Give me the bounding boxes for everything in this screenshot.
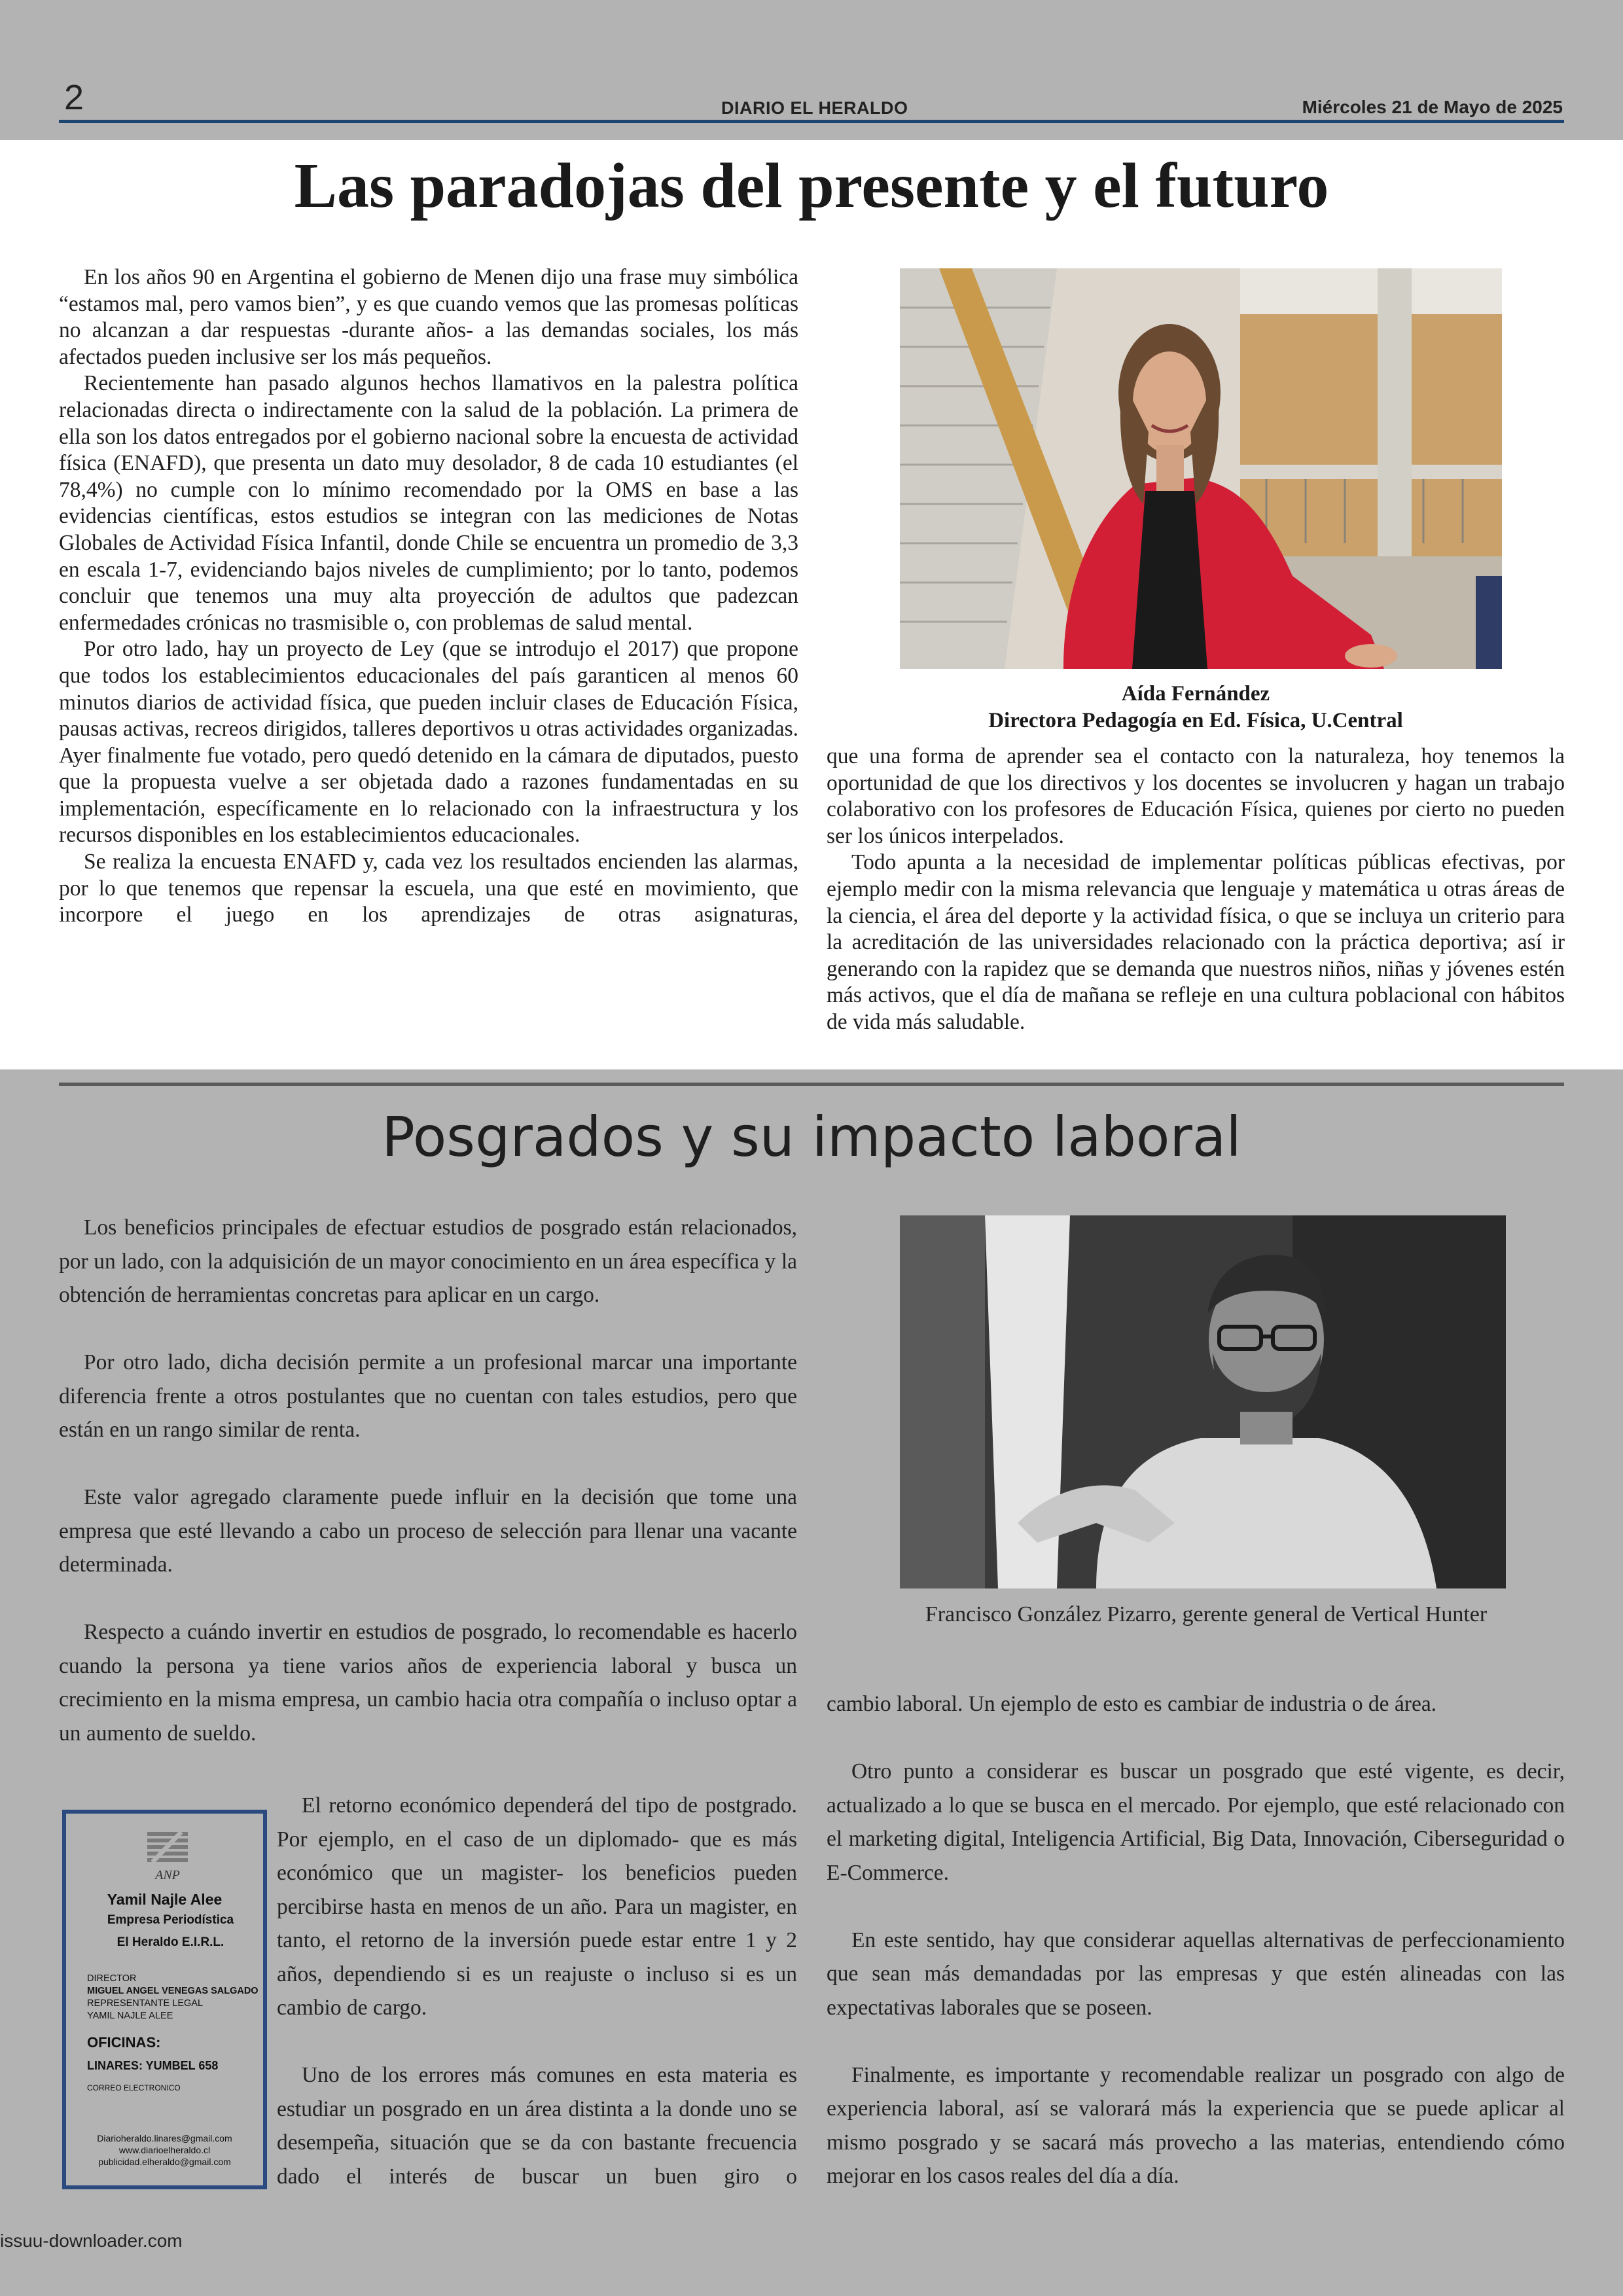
director-label: DIRECTOR xyxy=(87,1973,137,1984)
director-name: MIGUEL ANGEL VENEGAS SALGADO xyxy=(87,1986,259,1996)
article-paragraph: cambio laboral. Un ejemplo de esto es cambiar de industria o de área. xyxy=(827,1692,1437,1716)
masthead-owner: Yamil Najle Alee xyxy=(107,1891,223,1908)
issue-date: Miércoles 21 de Mayo de 2025 xyxy=(1302,97,1563,117)
article-paragraph: Se realiza la encuesta ENAFD y, cada vez los resultados encienden las alarmas, por lo que tenemos que repensar la escuela, una que esté en movimiento, que incorpore el juego en los aprendizajes de otras asignaturas, xyxy=(59,850,798,927)
article-1-right-column xyxy=(827,744,1565,1036)
caption-name: Aída Fernández xyxy=(1121,682,1270,706)
legal-rep-label: REPRESENTANTE LEGAL xyxy=(87,1998,204,2009)
photo-caption-1 xyxy=(827,681,1565,734)
article-2-left-column xyxy=(59,1211,797,1784)
watermark: issuu-downloader.com xyxy=(0,2231,183,2251)
article-paragraph: Uno de los errores más comunes en esta materia es estudiar un posgrado en un área distinta a la donde uno se desempeña, situación que se da con bastante frecuencia dado el interés de buscar un buen giro o xyxy=(277,2063,797,2189)
article-paragraph: Recientemente han pasado algunos hechos llamativos en la palestra política relacionadas directa o indirectamente con la salud de la población. La primera de ella son los datos entregados por el gobierno nacional sobre la encuesta de actividad física (ENAFD), que presenta un dato muy desolador, 8 de cada 10 estudiantes (el 78,4%) no cumple con lo mínimo recomendado por la OMS en base a las evidencias científicas, estos estudios se integran con las mediciones de Notas Globales de Actividad Física Infantil, donde Chile se encuentra un promedio de 3,3 en escala 1-7, evidenciando bajos niveles de cumplimiento; por lo tanto, podemos concluir que tenemos una muy alta proyección de adultos que padezcan enfermedades crónicas no trasmisible o, con problemas de salud mental. xyxy=(59,371,798,635)
article-paragraph: Otro punto a considerar es buscar un posgrado que esté vigente, es decir, actualizado a lo que se busca en el mercado. Por ejemplo, que esté relacionado con el marketing digital, Inteligencia Artificial, Big Data, Innovación, Ciberseguridad o E-Commerce. xyxy=(827,1759,1565,1885)
article-1-left-column xyxy=(59,264,798,929)
article-2-headline: Posgrados y su impacto laboral xyxy=(382,1105,1241,1169)
photo-caption-2: Francisco González Pizarro, gerente general de Vertical Hunter xyxy=(925,1602,1488,1626)
article-paragraph: Todo apunta a la necesidad de implementar políticas públicas efectivas, por ejemplo medir con la misma relevancia que lenguaje y matemática u otras áreas de la ciencia, el área del deporte y la actividad física, o que se incluya un criterio para la acreditación de las universidades relacionado con la práctica deportiva; así ir generando con la rapidez que se demanda que nuestros niños, niñas y jóvenes estén más activos, que el día de mañana se refleje en una cultura poblacional con hábitos de vida más saludable. xyxy=(827,850,1565,1034)
email-label: CORREO ELECTRONICO xyxy=(87,2083,181,2092)
header-rule xyxy=(59,120,1564,123)
article-paragraph: que una forma de aprender sea el contacto con la naturaleza, hoy tenemos la oportunidad de que los directivos y los docentes se involucren y hagan un trabajo colaborativo con los profesores de Educación Física, quienes por cierto no pueden ser los únicos interpelados. xyxy=(827,744,1565,848)
article-paragraph: Respecto a cuándo invertir en estudios de posgrado, lo recomendable es hacerlo cuando la persona ya tiene varios años de experiencia laboral y busca un crecimiento en la misma empresa, un cambio hacia otra compañía o incluso optar a un aumento de sueldo. xyxy=(59,1620,797,1746)
section-divider xyxy=(59,1083,1564,1086)
article-1-headline: Las paradojas del presente y el futuro xyxy=(294,151,1329,221)
page-number: 2 xyxy=(64,78,84,117)
article-2-right-column xyxy=(827,1687,1565,2227)
article-paragraph: Por otro lado, hay un proyecto de Ley (que se introdujo el 2017) que propone que todos los establecimientos educacionales del país garanticen al menos 60 minutos diarios de actividad física, que pueden incluir clases de Educación Física, pausas activas, recreos dirigidos, talleres deportivos u otras actividades organizadas. Ayer finalmente fue votado, pero quedó detenido en la cámara de diputados, puesto que la propuesta vuelve a ser objetada dado a razones fundamentadas en su implementación, específicamente en lo relacionado con la infraestructura y los recursos disponibles en los establecimientos educacionales. xyxy=(59,637,798,848)
masthead-company-line1: Empresa Periodística xyxy=(107,1913,234,1927)
caption-title: Directora Pedagogía en Ed. Física, U.Central xyxy=(988,709,1403,732)
newspaper-name: DIARIO EL HERALDO xyxy=(721,98,908,118)
offices-address: LINARES: YUMBEL 658 xyxy=(87,2059,219,2072)
masthead-website[interactable]: www.diarioelheraldo.cl xyxy=(118,2145,211,2155)
offices-label: OFICINAS: xyxy=(87,2034,161,2051)
portrait-photo-francisco-gonzalez xyxy=(900,1215,1506,1588)
article-paragraph: En los años 90 en Argentina el gobierno de Menen dijo una frase muy simbólica “estamos mal, pero vamos bien”, y es que cuando vemos que las promesas políticas no alcanzan a dar respuestas -durante años- a las demandas sociales, los más afectados pueden inclusive ser los más pequeños. xyxy=(59,265,798,369)
article-2-middle-column xyxy=(277,1789,797,2227)
masthead-email-2[interactable]: publicidad.elheraldo@gmail.com xyxy=(98,2157,231,2167)
article-paragraph: Los beneficios principales de efectuar estudios de posgrado están relacionados, por un lado, con la adquisición de un mayor conocimiento en un área específica y la obtención de herramientas concretas para aplicar en un cargo. xyxy=(59,1215,797,1307)
article-paragraph: Por otro lado, dicha decisión permite a un profesional marcar una importante diferencia frente a otros postulantes que no cuentan con tales estudios, pero que están en un rango similar de renta. xyxy=(59,1350,797,1442)
svg-text:ANP: ANP xyxy=(155,1868,180,1882)
portrait-photo-aida-fernandez xyxy=(900,268,1502,669)
masthead-company-line2: El Heraldo E.I.R.L. xyxy=(116,1935,224,1949)
article-paragraph: Finalmente, es importante y recomendable realizar un posgrado con algo de experiencia laboral, así se valorará más la experiencia que se puede aplicar al mismo posgrado y se sacará más provecho a las materias, entendiendo cómo mejorar en los casos reales del día a día. xyxy=(827,2062,1565,2188)
masthead-email-1[interactable]: Diarioheraldo.linares@gmail.com xyxy=(97,2133,232,2144)
masthead-box xyxy=(62,1810,267,2189)
article-paragraph: En este sentido, hay que considerar aquellas alternativas de perfeccionamiento que sean más demandadas por las empresas y que estén alineadas con las expectativas laborales que se poseen. xyxy=(827,1928,1565,2020)
anp-logo-icon xyxy=(138,1828,197,1884)
article-paragraph: El retorno económico dependerá del tipo de postgrado. Por ejemplo, en el caso de un diplomado- que es más económico que un magister- los beneficios pueden percibirse hasta en menos de un año. Para un magister, en tanto, el retorno de la inversión puede estar entre 1 y 2 años, dependiendo si es un reajuste o incluso si es un cambio de cargo. xyxy=(277,1793,797,2020)
article-paragraph: Este valor agregado claramente puede influir en la decisión que tome una empresa que esté llevando a cabo un proceso de selección para llenar una vacante determinada. xyxy=(59,1485,797,1577)
legal-rep-name: YAMIL NAJLE ALEE xyxy=(87,2011,173,2021)
